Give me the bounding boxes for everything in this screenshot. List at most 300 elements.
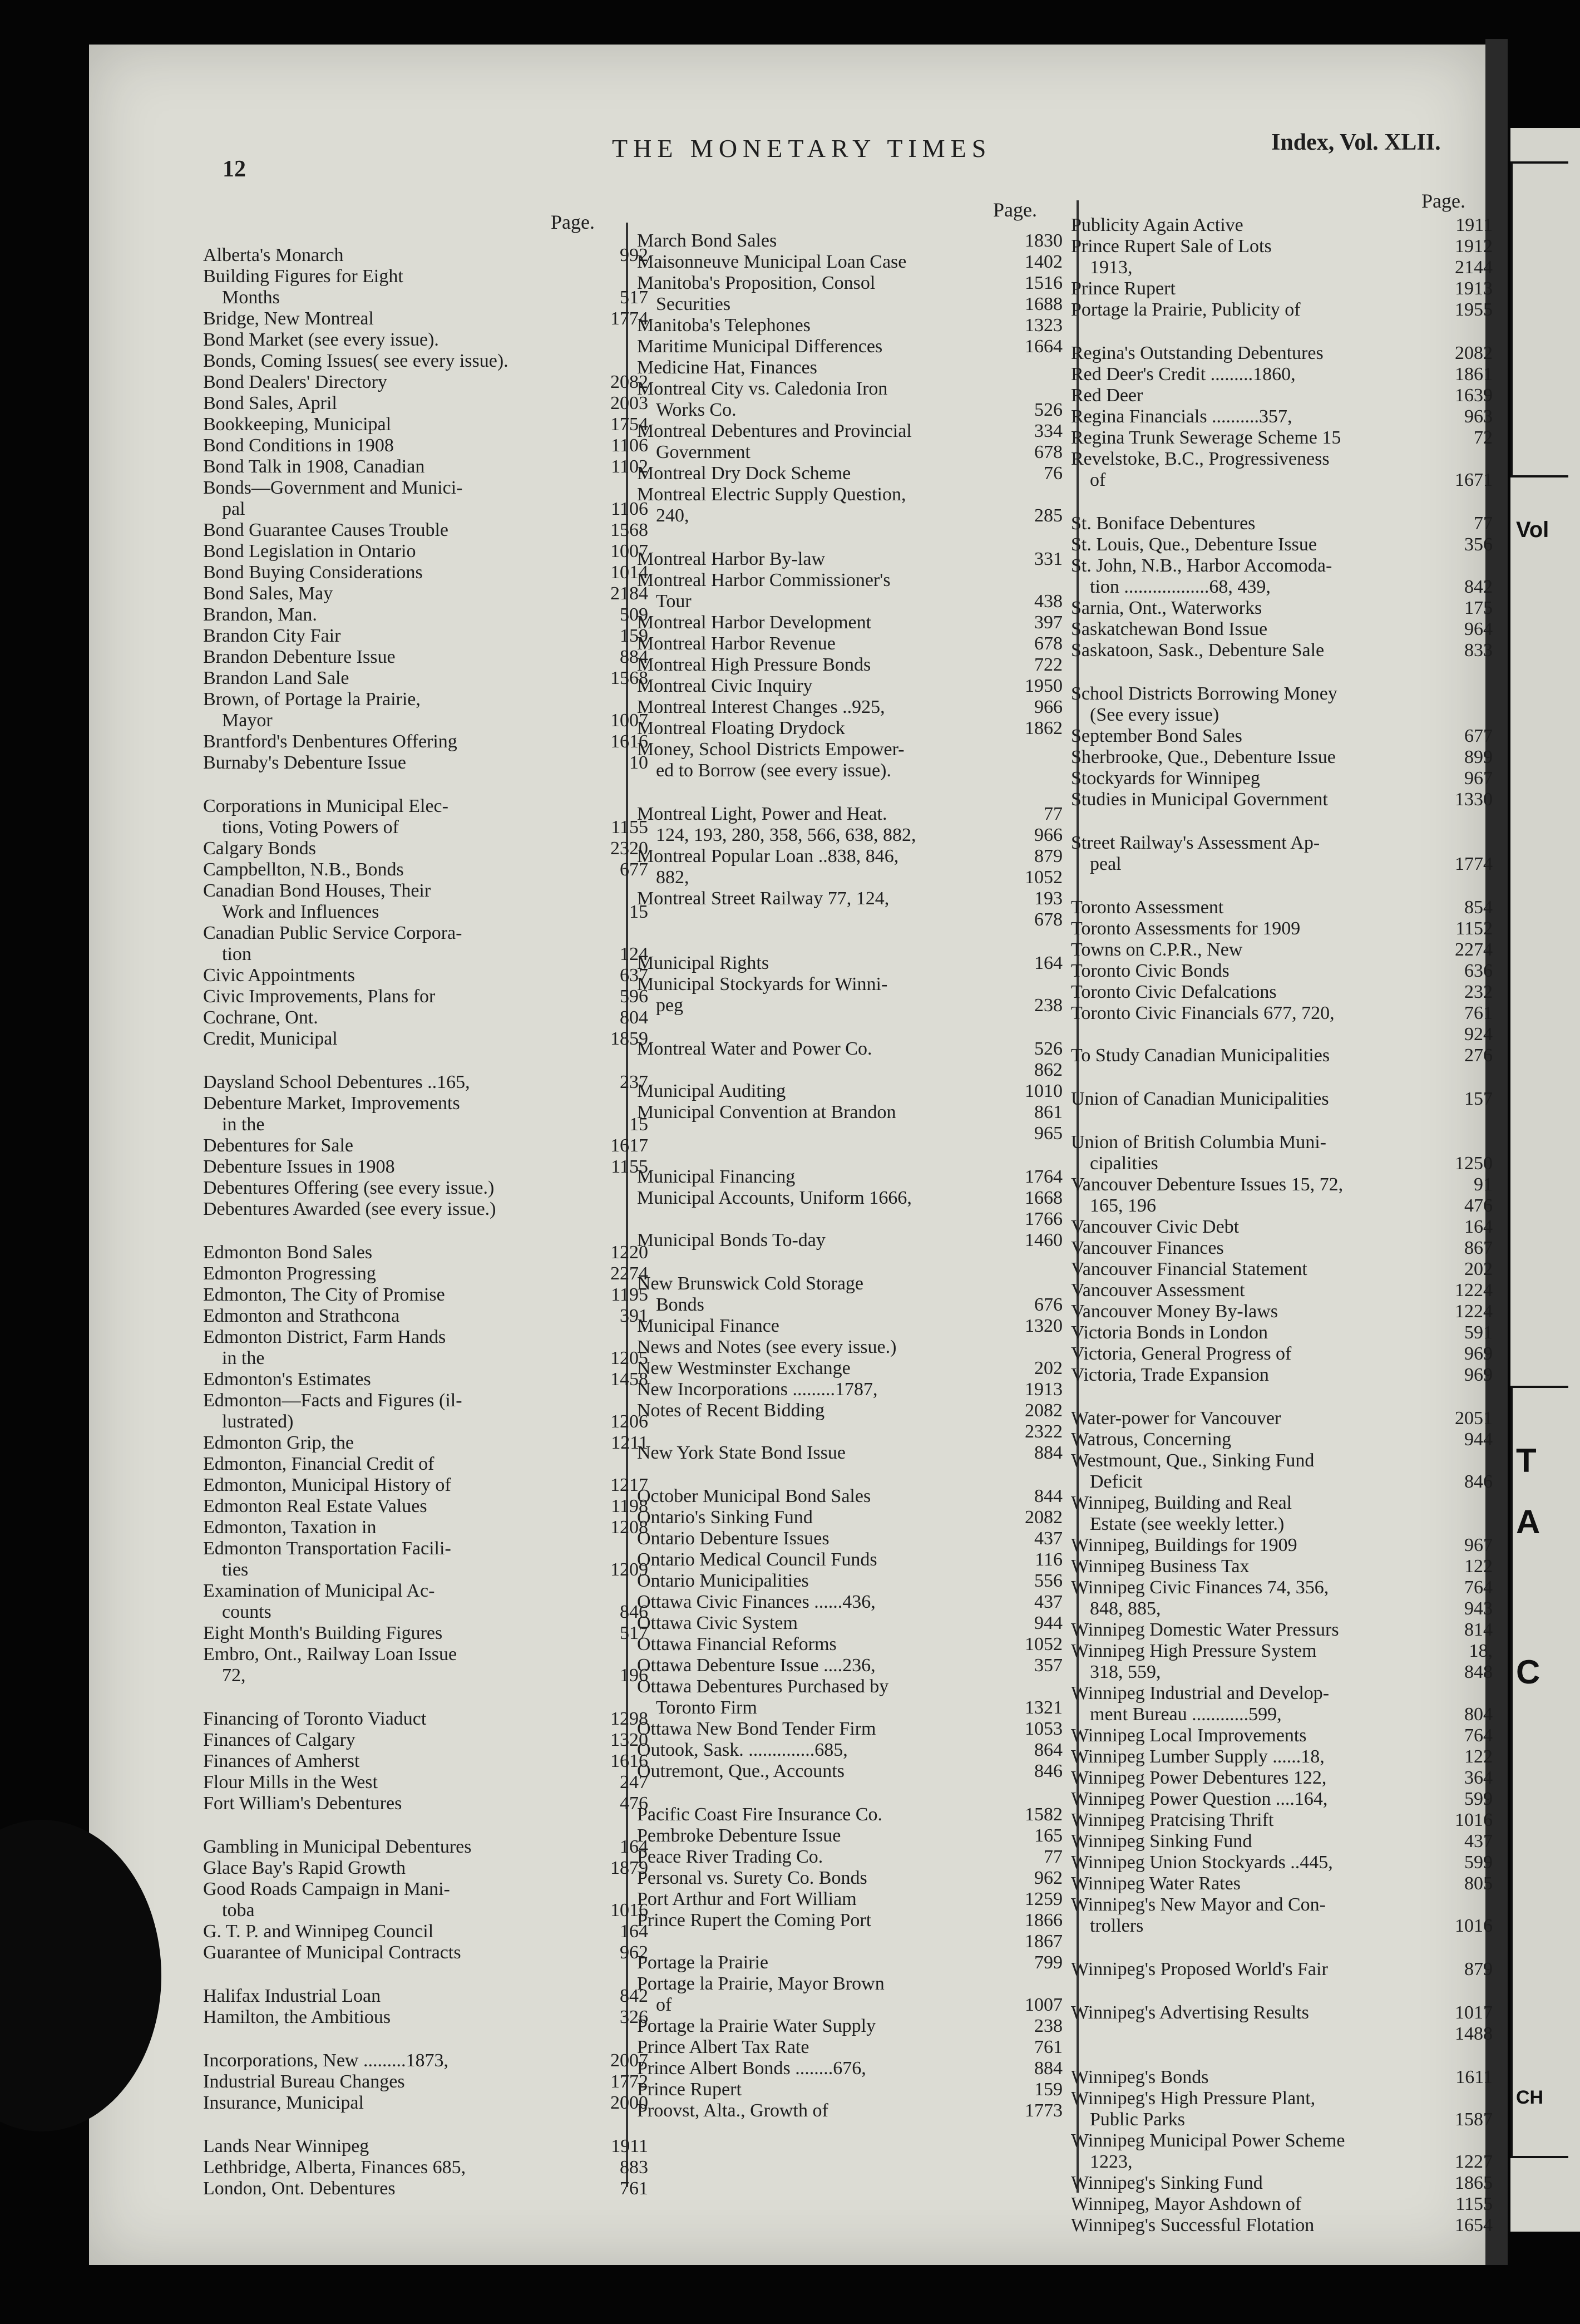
index-entry-title: Winnipeg's High Pressure Plant, Public Parks xyxy=(1071,2088,1316,2130)
index-entry-page: 1639 xyxy=(1455,385,1493,406)
index-entry xyxy=(203,1623,648,1644)
index-entry-page: 884 xyxy=(1034,1442,1063,1463)
index-entry-title: Vancouver Civic Debt xyxy=(1071,1217,1240,1237)
adjacent-page-fragment: C xyxy=(1516,1653,1540,1691)
index-entry-page: 846 xyxy=(620,1602,648,1622)
index-entry xyxy=(203,435,648,456)
index-entry-title: Montreal Interest Changes ..925, xyxy=(637,697,885,717)
adjacent-page-box xyxy=(1510,1386,1568,2158)
index-entry-page: 1224 xyxy=(1455,1301,1493,1322)
index-entry xyxy=(1071,939,1493,961)
index-entry-title: Winnipeg Local Improvements xyxy=(1071,1725,1307,1746)
index-entry-page: 509 xyxy=(620,604,648,625)
index-entry-page: 76 xyxy=(1044,463,1063,484)
index-entry-page: 2184 xyxy=(610,583,648,604)
index-entry-page: 967 xyxy=(1464,1535,1493,1555)
index-entry-title: Portage la Prairie, Mayor Brown of xyxy=(637,1973,885,2015)
index-entry xyxy=(637,1973,1063,2016)
index-entry-title: Bookkeeping, Municipal xyxy=(203,414,392,435)
index-entry xyxy=(1071,1343,1493,1365)
index-entry-page: 1664 xyxy=(1025,336,1063,357)
index-entry-page: 1155 xyxy=(611,1156,648,1177)
index-entry-title: Revelstoke, B.C., Progressiveness of xyxy=(1071,449,1330,490)
index-entry xyxy=(637,2037,1063,2058)
index-entry-page: 761 xyxy=(620,2178,648,2199)
index-entry-page: 237 xyxy=(620,1072,648,1092)
index-entry-title: Municipal Finance xyxy=(637,1316,779,1336)
index-entry xyxy=(637,697,1063,718)
index-entry xyxy=(203,838,648,859)
index-entry xyxy=(1071,619,1493,640)
index-entry-page: 1861 xyxy=(1455,364,1493,385)
index-entry xyxy=(637,1719,1063,1740)
index-entry-title: Toronto Assessments for 1909 xyxy=(1071,918,1301,939)
index-entry xyxy=(203,626,648,647)
index-entry xyxy=(203,1730,648,1751)
index-entry xyxy=(203,2092,648,2114)
index-entry-page: 1053 xyxy=(1025,1719,1063,1739)
index-entry xyxy=(637,804,1063,846)
index-entry-title: Brandon City Fair xyxy=(203,626,341,646)
index-entry xyxy=(637,252,1063,273)
index-entry xyxy=(637,1825,1063,1847)
index-entry-title: Insurance, Municipal xyxy=(203,2092,364,2113)
index-entry-page: 15 xyxy=(629,1114,648,1135)
index-entry-page: 1830 xyxy=(1025,230,1063,251)
index-entry-page: 636 xyxy=(1464,961,1493,981)
index-entry xyxy=(203,583,648,604)
index-entry-page: 1668 1766 xyxy=(1025,1188,1063,1229)
index-entry xyxy=(203,1007,648,1028)
index-entry xyxy=(203,329,648,351)
index-entry-title: New York State Bond Issue xyxy=(637,1442,846,1463)
index-entry-title: Montreal Harbor Revenue xyxy=(637,633,836,654)
index-entry-title: Debenture Issues in 1908 xyxy=(203,1156,395,1177)
index-entry-title: Winnipeg Water Rates xyxy=(1071,1873,1241,1894)
index-entry xyxy=(1071,1556,1493,1577)
index-entry-title: Montreal High Pressure Bonds xyxy=(637,654,871,675)
index-entry-page: 2082 2322 xyxy=(1025,1400,1063,1442)
index-entry xyxy=(1071,1810,1493,1831)
index-entry-title: Flour Mills in the West xyxy=(203,1772,378,1793)
page-number: 12 xyxy=(223,156,246,182)
index-entry xyxy=(203,1178,648,1199)
page-column-heading: Page. xyxy=(1421,190,1465,212)
index-entry xyxy=(1071,1259,1493,1280)
index-entry-title: Edmonton District, Farm Hands in the xyxy=(203,1327,446,1368)
index-entry xyxy=(203,647,648,668)
index-entry xyxy=(203,859,648,880)
index-entry-page: 334 678 xyxy=(1034,421,1063,462)
index-entry xyxy=(203,2007,648,2028)
index-entry-page: 193 678 xyxy=(1034,888,1063,930)
index-entry xyxy=(1071,513,1493,534)
index-entry-page: 437 xyxy=(1034,1528,1063,1549)
index-entry-title: Portage la Prairie xyxy=(637,1952,769,1973)
index-entry-page: 1654 xyxy=(1455,2215,1493,2236)
index-entry-title: Lethbridge, Alberta, Finances 685, xyxy=(203,2157,466,2178)
index-entry-page: 1217 xyxy=(610,1475,648,1495)
index-entry-page: 391 xyxy=(620,1306,648,1326)
index-entry xyxy=(637,953,1063,974)
index-entry-page: 331 xyxy=(1034,549,1063,569)
index-entry-page: 1773 xyxy=(1025,2100,1063,2121)
index-entry xyxy=(203,2050,648,2071)
index-entry xyxy=(637,2058,1063,2079)
index-entry xyxy=(203,965,648,986)
index-entry-page: 842 xyxy=(1464,577,1493,597)
index-entry-title: Prince Albert Tax Rate xyxy=(637,2037,809,2057)
index-entry-page: 164 xyxy=(1464,1217,1493,1237)
index-entry-title: Money, School Districts Empower- ed to Borrow (see every issue). xyxy=(637,739,905,781)
index-entry-title: Edmonton's Estimates xyxy=(203,1369,371,1390)
index-entry-title: Ontario Debenture Issues xyxy=(637,1528,830,1549)
index-entry-page: 842 xyxy=(620,1986,648,2006)
index-entry-title: Red Deer's Credit .........1860, xyxy=(1071,364,1296,385)
index-entry xyxy=(1071,1831,1493,1852)
index-entry-title: Bond Legislation in Ontario xyxy=(203,541,416,562)
index-entry-title: Good Roads Campaign in Mani- toba xyxy=(203,1879,450,1921)
index-entry xyxy=(637,1549,1063,1570)
index-entry-title: Municipal Bonds To-day xyxy=(637,1230,826,1250)
adjacent-page-strip xyxy=(1510,128,1580,2232)
index-entry-title: Finances of Calgary xyxy=(203,1730,356,1750)
index-entry-title: September Bond Sales xyxy=(1071,726,1242,746)
index-entry xyxy=(637,612,1063,633)
index-entry-title: News and Notes (see every issue.) xyxy=(637,1337,897,1357)
index-entry-page: 1211 xyxy=(611,1432,648,1453)
index-entry xyxy=(637,1507,1063,1528)
index-entry-page: 1198 xyxy=(611,1496,648,1516)
index-entry xyxy=(637,676,1063,697)
index-entry-page: 883 xyxy=(620,2157,648,2178)
index-entry xyxy=(1071,1132,1493,1174)
index-entry-title: Winnipeg Power Question ....164, xyxy=(1071,1789,1328,1809)
index-entry-title: Ottawa New Bond Tender Firm xyxy=(637,1719,876,1739)
index-entry-title: Regina Financials ..........357, xyxy=(1071,406,1292,427)
index-entry xyxy=(203,1135,648,1156)
index-entry-page: 175 xyxy=(1464,598,1493,618)
index-entry xyxy=(637,1442,1063,1464)
index-entry-title: Bond Market (see every issue). xyxy=(203,329,439,350)
index-entry-title: Manitoba's Telephones xyxy=(637,315,811,336)
index-entry xyxy=(1071,1873,1493,1894)
index-entry-page: 1106 xyxy=(611,499,648,519)
index-entry-title: Brandon Land Sale xyxy=(203,668,349,688)
index-entry xyxy=(203,796,648,838)
index-entry-page: 969 xyxy=(1464,1343,1493,1364)
index-entry xyxy=(637,1337,1063,1358)
index-entry xyxy=(203,1454,648,1475)
index-entry-page: 846 xyxy=(1464,1471,1493,1492)
index-entry xyxy=(203,1242,648,1263)
index-entry-page: 91 476 xyxy=(1464,1174,1493,1216)
index-entry-title: Publicity Again Active xyxy=(1071,215,1243,235)
index-entry-title: Edmonton Grip, the xyxy=(203,1432,354,1453)
index-entry-title: Civic Appointments xyxy=(203,965,355,986)
index-entry-page: 1616 xyxy=(610,731,648,752)
index-entry xyxy=(203,1496,648,1517)
index-entry-page: 1955 xyxy=(1455,299,1493,320)
index-entry xyxy=(637,421,1063,463)
index-entry xyxy=(203,1772,648,1793)
index-entry xyxy=(203,731,648,752)
index-entry-title: Bond Conditions in 1908 xyxy=(203,435,394,456)
index-entry-title: Saskatoon, Sask., Debenture Sale xyxy=(1071,640,1325,661)
index-entry-page: 1208 xyxy=(610,1517,648,1538)
index-entry-page: 1772 xyxy=(610,2071,648,2092)
index-entry-page: 992 xyxy=(620,245,648,265)
index-entry-page: 1320 xyxy=(1025,1316,1063,1336)
index-entry xyxy=(203,604,648,626)
index-entry-title: Incorporations, New .........1873, xyxy=(203,2050,448,2071)
index-entry-title: Prince Rupert Sale of Lots 1913, xyxy=(1071,236,1272,278)
index-entry-title: Toronto Assessment xyxy=(1071,897,1224,918)
index-entry-page: 1152 xyxy=(1455,918,1493,939)
index-entry-page: 1250 xyxy=(1455,1153,1493,1174)
index-entry-page: 1460 xyxy=(1025,1230,1063,1250)
index-entry-page: 944 xyxy=(1034,1613,1063,1633)
index-entry xyxy=(637,1273,1063,1316)
index-entry-title: Bonds—Government and Munici- pal xyxy=(203,477,463,519)
index-entry-page: 1617 xyxy=(610,1135,648,1156)
index-entry xyxy=(1071,1894,1493,1937)
index-entry-title: Union of Canadian Municipalities xyxy=(1071,1089,1329,1109)
index-entry-title: Financing of Toronto Viaduct xyxy=(203,1708,427,1729)
index-entry-page: 437 xyxy=(1464,1831,1493,1852)
index-entry xyxy=(1071,1641,1493,1683)
index-entry-page: 1298 xyxy=(610,1708,648,1729)
index-entry-title: Portage la Prairie, Publicity of xyxy=(1071,299,1301,320)
index-entry-title: Pacific Coast Fire Insurance Co. xyxy=(637,1804,882,1825)
index-entry-page: 1611 xyxy=(1455,2067,1493,2087)
index-entry xyxy=(1071,364,1493,385)
index-entry-title: Winnipeg Union Stockyards ..445, xyxy=(1071,1852,1333,1873)
index-entry-page: 844 xyxy=(1034,1486,1063,1506)
index-entry-page: 1209 xyxy=(610,1559,648,1580)
index-entry-page: 1321 xyxy=(1025,1697,1063,1718)
index-entry-title: Campbellton, N.B., Bonds xyxy=(203,859,404,880)
index-entry-page: 437 xyxy=(1034,1592,1063,1612)
index-entry-page: 122 xyxy=(1464,1556,1493,1577)
index-entry-page: 1587 xyxy=(1455,2109,1493,2130)
index-entry xyxy=(1071,1429,1493,1450)
index-entry-title: Corporations in Municipal Elec- tions, Voting Powers of xyxy=(203,796,448,838)
index-entry-title: Victoria Bonds in London xyxy=(1071,1322,1268,1343)
index-entry xyxy=(203,689,648,731)
index-entry xyxy=(1071,1746,1493,1767)
index-entry xyxy=(637,1316,1063,1337)
index-entry xyxy=(637,1102,1063,1144)
index-entry-page: 599 xyxy=(1464,1852,1493,1873)
index-entry-page: 397 xyxy=(1034,612,1063,633)
index-entry-page: 764 xyxy=(1464,1725,1493,1746)
index-entry xyxy=(637,1847,1063,1868)
index-entry-title: Medicine Hat, Finances xyxy=(637,357,817,378)
index-entry-page: 804 xyxy=(1464,1704,1493,1725)
adjacent-page-fragment: CH xyxy=(1516,2087,1544,2108)
index-entry xyxy=(1071,1450,1493,1493)
index-entry-title: Canadian Bond Houses, Their Work and Influences xyxy=(203,880,431,922)
index-entry xyxy=(1071,2067,1493,2088)
index-entry-title: Saskatchewan Bond Issue xyxy=(1071,619,1268,639)
index-entry-title: Montreal Electric Supply Question, 240, xyxy=(637,484,906,526)
index-entry-page: 591 xyxy=(1464,1322,1493,1343)
index-entry-title: Montreal Harbor Development xyxy=(637,612,872,633)
index-entry-title: Notes of Recent Bidding xyxy=(637,1400,825,1421)
index-entry-title: Bond Talk in 1908, Canadian xyxy=(203,456,425,477)
index-entry-title: Hamilton, the Ambitious xyxy=(203,2007,391,2027)
index-entry-title: Daysland School Debentures ..165, xyxy=(203,1072,470,1092)
index-entry-title: Winnipeg's Successful Flotation xyxy=(1071,2215,1315,2236)
index-entry-title: Montreal Harbor Commissioner's Tour xyxy=(637,570,891,612)
index-entry-title: Portage la Prairie Water Supply xyxy=(637,2016,876,2036)
index-entry-page: 1259 xyxy=(1025,1889,1063,1909)
index-entry-page: 1568 xyxy=(610,668,648,688)
index-entry-page: 761 924 xyxy=(1464,1003,1493,1045)
index-entry-title: Montreal Floating Drydock xyxy=(637,718,845,738)
index-entry-title: Bridge, New Montreal xyxy=(203,308,374,329)
index-entry-title: Street Railway's Assessment Ap- peal xyxy=(1071,833,1320,874)
index-entry xyxy=(203,880,648,923)
index-entry-page: 1220 xyxy=(610,1242,648,1263)
index-entry xyxy=(1071,2215,1493,2236)
index-entry-page: 1582 xyxy=(1025,1804,1063,1825)
index-entry-title: New Westminster Exchange xyxy=(637,1358,851,1378)
index-entry-page: 864 xyxy=(1034,1740,1063,1760)
index-entry-title: Red Deer xyxy=(1071,385,1143,406)
index-entry-title: Westmount, Que., Sinking Fund Deficit xyxy=(1071,1450,1315,1492)
index-entry-title: Pembroke Debenture Issue xyxy=(637,1825,841,1846)
index-entry-page: 799 xyxy=(1034,1952,1063,1973)
index-entry-page: 1007 xyxy=(610,710,648,731)
index-entry-page: 202 xyxy=(1034,1358,1063,1378)
index-entry-title: Vancouver Debenture Issues 15, 72, 165, 196 xyxy=(1071,1174,1344,1216)
index-entry-title: Winnipeg Business Tax xyxy=(1071,1556,1250,1577)
index-entry-page: 2003 xyxy=(610,393,648,413)
index-entry-page: 967 xyxy=(1464,768,1493,789)
index-entry-title: Winnipeg Pratcising Thrift xyxy=(1071,1810,1274,1830)
index-entry xyxy=(203,351,648,372)
index-entry xyxy=(203,541,648,562)
index-entry-title: Bonds, Coming Issues( see every issue). xyxy=(203,351,508,371)
index-entry xyxy=(203,477,648,520)
index-entry-title: Manitoba's Proposition, Consol Securities xyxy=(637,273,876,314)
index-entry xyxy=(1071,1280,1493,1301)
index-entry-title: School Districts Borrowing Money (See every issue) xyxy=(1071,683,1337,725)
index-entry-title: Sarnia, Ont., Waterworks xyxy=(1071,598,1262,618)
index-entry xyxy=(1071,1852,1493,1873)
index-entry-page: 599 xyxy=(1464,1789,1493,1809)
index-entry-title: Calgary Bonds xyxy=(203,838,317,859)
index-entry xyxy=(1071,1089,1493,1110)
index-entry-title: Bond Guarantee Causes Trouble xyxy=(203,520,449,540)
index-entry-title: Alberta's Monarch xyxy=(203,245,344,265)
index-entry-title: Debentures Offering (see every issue.) xyxy=(203,1178,495,1198)
index-entry-title: Prince Albert Bonds ........676, xyxy=(637,2058,866,2079)
index-entry-title: Brantford's Denbentures Offering xyxy=(203,731,457,752)
index-entry-page: 1774 xyxy=(1455,854,1493,874)
index-entry xyxy=(637,718,1063,739)
index-entry-page: 854 xyxy=(1464,897,1493,918)
index-entry xyxy=(203,1942,648,1963)
index-entry-page: 861 965 xyxy=(1034,1102,1063,1144)
index-entry-page: 1865 xyxy=(1455,2173,1493,2193)
index-entry-page: 1102 xyxy=(611,456,648,477)
index-entry-page: 1330 xyxy=(1455,789,1493,810)
index-entry-title: Proovst, Alta., Growth of xyxy=(637,2100,828,2121)
index-entry-title: Industrial Bureau Changes xyxy=(203,2071,405,2092)
index-entry xyxy=(203,1284,648,1306)
index-entry-page: 677 xyxy=(620,859,648,880)
index-entry-page: 164 xyxy=(620,1836,648,1857)
adjacent-page-fragment: A xyxy=(1516,1503,1540,1540)
index-entry-page: 238 xyxy=(1034,2016,1063,2036)
index-entry-title: Maisonneuve Municipal Loan Case xyxy=(637,252,907,272)
index-entry-page: 676 xyxy=(1034,1294,1063,1315)
index-entry-page: 438 xyxy=(1034,591,1063,612)
index-entry xyxy=(637,1081,1063,1102)
index-entry-page: 678 xyxy=(1034,633,1063,654)
index-entry-page: 1866 1867 xyxy=(1025,1910,1063,1952)
index-entry-title: Peace River Trading Co. xyxy=(637,1847,823,1867)
index-entry xyxy=(637,1038,1063,1081)
index-entry-title: St. Boniface Debentures xyxy=(1071,513,1256,534)
index-entry xyxy=(203,1263,648,1284)
index-entry-page: 77 xyxy=(1044,1847,1063,1867)
index-entry-page: 596 xyxy=(620,986,648,1007)
index-entry-page: 116 xyxy=(1035,1549,1063,1570)
index-entry xyxy=(1071,2002,1493,2045)
index-entry-title: Toronto Civic Bonds xyxy=(1071,961,1230,981)
index-entry-title: Credit, Municipal xyxy=(203,1028,338,1049)
index-entry-page: 1458 xyxy=(610,1369,648,1390)
index-entry xyxy=(1071,833,1493,875)
index-entry-title: New Brunswick Cold Storage Bonds xyxy=(637,1273,864,1315)
index-entry-page: 899 xyxy=(1464,747,1493,767)
index-entry xyxy=(637,1486,1063,1507)
index-entry-title: Victoria, General Progress of xyxy=(1071,1343,1292,1364)
index-entry xyxy=(203,1858,648,1879)
index-entry-title: Winnipeg Domestic Water Pressurs xyxy=(1071,1619,1339,1640)
index-entry-title: Fort William's Debentures xyxy=(203,1793,402,1814)
index-entry-page: 963 xyxy=(1464,406,1493,427)
index-entry-page: 1205 xyxy=(610,1348,648,1368)
index-entry xyxy=(1071,1535,1493,1556)
index-entry-page: 966 xyxy=(1034,697,1063,717)
index-entry-title: Regina Trunk Sewerage Scheme 15 xyxy=(1071,427,1341,448)
index-entry-title: To Study Canadian Municipalities xyxy=(1071,1045,1330,1066)
index-entry-page: 884 xyxy=(1034,2058,1063,2079)
index-entry xyxy=(1071,278,1493,299)
index-entry xyxy=(637,336,1063,357)
index-entry-title: Bond Sales, April xyxy=(203,393,337,413)
index-entry xyxy=(637,549,1063,570)
index-entry-title: Edmonton Transportation Facili- ties xyxy=(203,1538,451,1580)
index-entry xyxy=(1071,2173,1493,2194)
index-entry xyxy=(1071,1493,1493,1535)
index-entry xyxy=(637,463,1063,484)
index-entry xyxy=(203,372,648,393)
index-entry-page: 1206 xyxy=(610,1411,648,1432)
index-entry xyxy=(203,1306,648,1327)
index-entry-page: 1195 xyxy=(611,1284,648,1305)
index-entry xyxy=(637,654,1063,676)
index-entry xyxy=(1071,1767,1493,1789)
index-entry-title: Winnipeg's Advertising Results xyxy=(1071,2002,1309,2023)
index-entry-page: 1007 xyxy=(1025,1995,1063,2015)
index-entry-page: 846 xyxy=(1034,1761,1063,1781)
